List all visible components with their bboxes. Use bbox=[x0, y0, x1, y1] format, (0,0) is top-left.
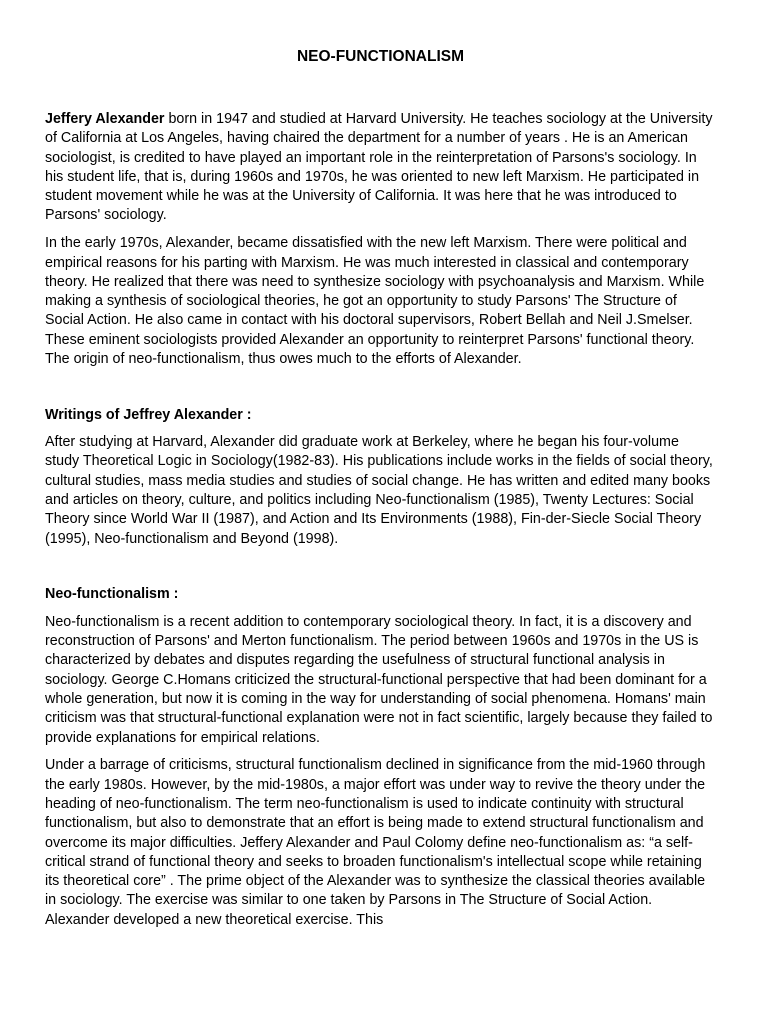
writings-paragraph: After studying at Harvard, Alexander did graduate work at Berkeley, where he began his four-volume study Theoretical Logic in Sociology(1982-83). His publications include works in the fields of social theory, cultural studies, mass media studies and studies of social change. He has written and edited many books and articles on theory, culture, and politics including Neo-functionalism (1985), Twenty Lectures: Social Theory since World War II (1987), and Action and Its Environments (1988), Fin-der-Siecle Social Theory (1995), Neo-functionalism and Beyond (1998). bbox=[45, 434, 713, 547]
intro-paragraph-2: In the early 1970s, Alexander, became dissatisfied with the new left Marxism. There were political and empirical reasons for his parting with Marxism. He was much interested in classical and contemporary theory. He realized that there was need to synthesize sociology with psychoanalysis and Marxism. While making a synthesis of sociological theories, he got an opportunity to study Parsons' The Structure of Social Action. He also came in contact with his doctoral supervisors, Robert Bellah and Neil J.Smelser. These eminent sociologists provided Alexander an opportunity to reinterpret Parsons' functional theory. The origin of neo-functionalism, thus owes much to the efforts of Alexander. bbox=[45, 235, 705, 368]
intro-paragraph-1-text: born in 1947 and studied at Harvard University. He teaches sociology at the University of California at Los Angeles, having chaired the department for a number of years . He is an American sociologist, is credited to have played an important role in the reinterpretation of Parsons's sociology. In his student life, that is, during 1960s and 1970s, he was oriented to new left Marxism. He participated in student movement while he was at the University of California. It was here that he was introduced to Parsons' sociology. bbox=[45, 111, 713, 224]
writings-heading: Writings of Jeffrey Alexander : bbox=[45, 406, 252, 423]
section-spacer bbox=[45, 557, 716, 585]
neo-functionalism-paragraph-1: Neo-functionalism is a recent addition to contemporary sociological theory. In fact, it is a discovery and reconstruction of Parsons' and Merton functionalism. The period between 1960s and 1970s in the US is characterized by debates and disputes regarding the usefulness of structural functional analysis in sociology. George C.Homans criticized the structural-functional perspective that had been dominant for a whole generation, but now it is coming in the way for understanding of social phenomena. Homans' main criticism was that structural-functional explanation were not in fact scientific, largely because they failed to provide explanations for empirical relations. bbox=[45, 613, 713, 746]
author-name: Jeffery Alexander bbox=[45, 111, 165, 127]
intro-paragraph-1 bbox=[45, 110, 716, 226]
section-spacer bbox=[45, 378, 716, 406]
document-title: NEO-FUNCTIONALISM bbox=[296, 48, 465, 65]
neo-functionalism-heading: Neo-functionalism : bbox=[45, 586, 179, 603]
neo-functionalism-paragraph-2: Under a barrage of criticisms, structural functionalism declined in significance from the mid-1960 through the early 1980s. However, by the mid-1980s, a major effort was under way to revive the theory under the heading of neo-functionalism. The term neo-functionalism is used to indicate continuity with structural functionalism, but also to demonstrate that an effort is being made to extend structural functionalism and overcome its major difficulties. Jeffery Alexander and Paul Colomy define neo-functionalism as: “a self-critical strand of functional theory and seeks to broaden functionalism's intellectual scope while retaining its theoretical core” . The prime object of the Alexander was to synthesize the classical theories available in sociology. The exercise was similar to one taken by Parsons in The Structure of Social Action. Alexander developed a new theoretical exercise. This bbox=[45, 757, 706, 928]
